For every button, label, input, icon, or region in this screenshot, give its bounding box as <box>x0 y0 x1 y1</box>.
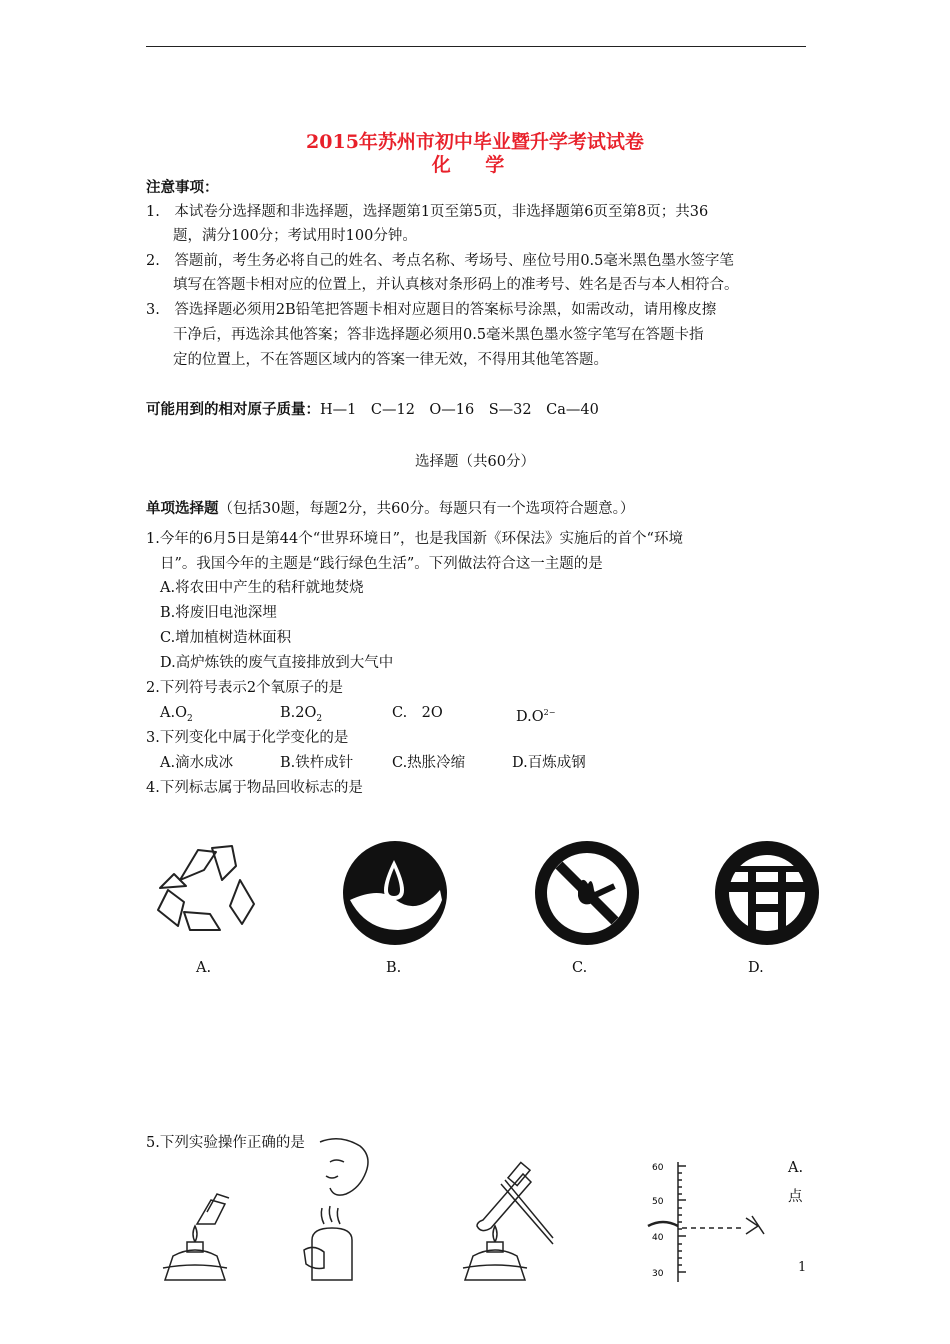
q5-stem: 5.下列实验操作正确的是 <box>146 1135 305 1151</box>
q4-stem: 4.下列标志属于物品回收标志的是 <box>146 780 363 796</box>
cylinder-tick-60: 60 <box>652 1163 664 1173</box>
q1-option-d: D.高炉炼铁的废气直接排放到大气中 <box>160 655 394 671</box>
no-fire-icon <box>532 838 642 948</box>
q2-stem: 2.下列符号表示2个氧原子的是 <box>146 680 344 696</box>
q1-stem-cont: 日”。我国今年的主题是“践行绿色生活”。下列做法符合这一主题的是 <box>160 556 603 572</box>
q1-option-a: A.将农田中产生的秸秆就地焚烧 <box>160 580 364 596</box>
question-type-desc: （包括30题，每题2分，共60分。每题只有一个选项符合题意。） <box>218 501 635 517</box>
q4-label-c: C. <box>572 960 588 976</box>
q3-option-a: A.滴水成冰 <box>160 755 234 771</box>
q2-option-d: $D.O^{2-}$ <box>516 708 556 725</box>
question-type-label: 单项选择题 <box>146 501 219 517</box>
q3-option-b: B.铁杵成针 <box>280 755 354 771</box>
water-saving-icon <box>340 838 450 948</box>
exam-title: 2015年苏州市初中毕业暨升学考试试卷 <box>306 131 644 153</box>
atomic-mass-values: H—1 C—12 O—16 S—32 Ca—40 <box>320 402 599 418</box>
smelling-gas-icon <box>300 1132 390 1287</box>
graduated-cylinder-icon <box>640 1160 780 1285</box>
q5-side-label-b: 点 <box>788 1189 803 1205</box>
notice-item-2: 2. 答题前，考生务必将自己的姓名、考点名称、考场号、座位号用0.5毫米黑色墨水签字笔 <box>146 253 734 269</box>
q3-option-c: C.热胀冷缩 <box>392 755 466 771</box>
cylinder-tick-40: 40 <box>652 1233 664 1243</box>
q1-stem: 1.今年的6月5日是第44个“世界环境日”，也是我国新《环保法》实施后的首个“环境 <box>146 531 683 547</box>
notice-item-3: 3. 答选择题必须用2B铅笔把答题卡相对应题目的答案标号涂黑，如需改动，请用橡皮擦 <box>146 302 717 318</box>
section-instructions <box>146 499 634 519</box>
q4-label-d: D. <box>748 960 764 976</box>
atomic-mass-line <box>146 400 599 420</box>
exam-subject: 化 学 <box>431 154 519 176</box>
notice-item-2-cont: 填写在答题卡相对应的位置上，并认真核对条形码上的准考号、姓名是否与本人相符合。 <box>173 277 739 293</box>
section-title: 选择题（共60分） <box>415 454 535 470</box>
notice-item-1: 1. 本试卷分选择题和非选择题，选择题第1页至第5页，非选择题第6页至第8页；共36 <box>146 204 709 220</box>
q1-option-b: B.将废旧电池深埋 <box>160 605 277 621</box>
header-rule <box>146 46 806 47</box>
notice-heading: 注意事项： <box>146 180 219 196</box>
cylinder-tick-50: 50 <box>652 1197 664 1207</box>
heating-tube-icon <box>455 1160 555 1285</box>
recycle-icon <box>150 840 260 940</box>
notice-item-3-cont2: 定的位置上，不在答题区域内的答案一律无效，不得用其他笔答题。 <box>173 352 608 368</box>
notice-item-3-cont: 干净后，再选涂其他答案；答非选择题必须用0.5毫米黑色墨水签字笔写在答题卡指 <box>173 327 704 343</box>
cylinder-tick-30: 30 <box>652 1269 664 1279</box>
q2-option-c: C. 2O <box>392 705 443 721</box>
q3-stem: 3.下列变化中属于化学变化的是 <box>146 730 349 746</box>
q3-option-d: D.百炼成钢 <box>512 755 586 771</box>
q1-option-c: C.增加植树造林面积 <box>160 630 292 646</box>
q2-option-a: $A.O_2$ <box>160 705 193 724</box>
atomic-mass-label: 可能用到的相对原子质量： <box>146 402 320 418</box>
notice-item-1-cont: 题，满分100分；考试用时100分钟。 <box>173 228 417 244</box>
alcohol-lamp-icon <box>155 1190 235 1285</box>
q4-label-a: A. <box>196 960 212 976</box>
q5-side-label-a: A. <box>788 1160 804 1176</box>
page-number: 1 <box>798 1260 807 1275</box>
q4-label-b: B. <box>386 960 402 976</box>
building-icon <box>712 838 822 948</box>
q2-option-b: $B.2O_2$ <box>280 705 323 724</box>
